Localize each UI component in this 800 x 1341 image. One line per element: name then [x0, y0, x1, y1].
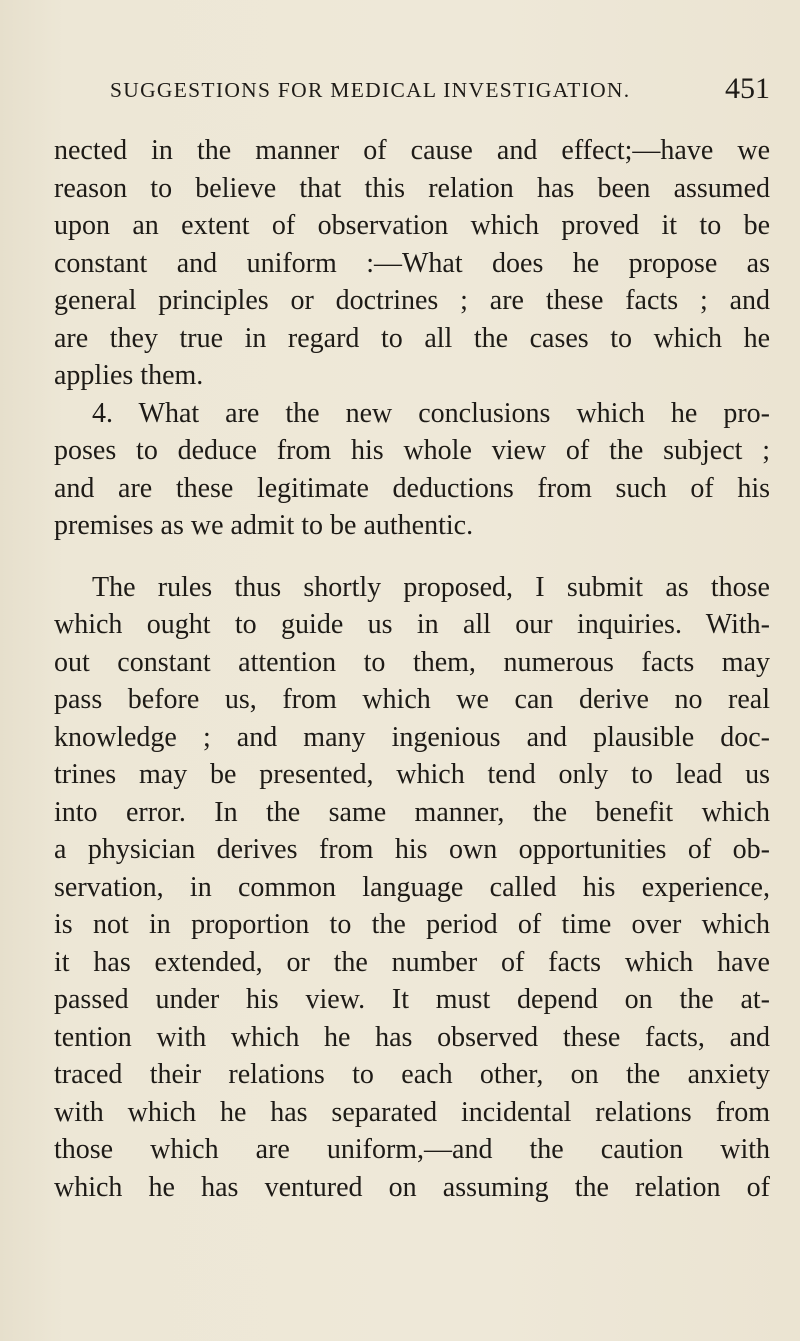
text-line: it has extended, or the number of facts which have	[54, 946, 770, 978]
text-line: premises as we admit to be authentic.	[54, 510, 474, 541]
text-line: poses to deduce from his whole view of the subject ;	[54, 435, 770, 466]
text-line: general principles or doctrines ; are these facts ; and	[54, 285, 770, 316]
running-head	[110, 72, 770, 116]
text-line: trines may be presented, which tend only to lead us	[54, 759, 770, 790]
text-line: applies them.	[54, 360, 204, 391]
text-line: pass before us, from which we can derive no real	[54, 684, 770, 715]
running-title: SUGGESTIONS FOR MEDICAL INVESTIGATION.	[110, 78, 631, 102]
text-line: and are these legitimate deductions from such of his	[54, 472, 770, 504]
text-line: tention with which he has observed these facts, and	[54, 1021, 770, 1053]
text-line: knowledge ; and many ingenious and plausible doc-	[54, 721, 770, 753]
text-line: is not in proportion to the period of time over which	[54, 909, 770, 940]
body-text	[54, 132, 770, 1206]
text-line: traced their relations to each other, on the anxiety	[54, 1059, 770, 1090]
paragraph-gap	[54, 545, 770, 569]
text-line: The rules thus shortly proposed, I submit as those	[92, 571, 770, 603]
text-line: which he has ventured on assuming the relation of	[54, 1171, 770, 1203]
text-line: out constant attention to them, numerous facts may	[54, 646, 770, 678]
paragraph-rule-4	[54, 395, 770, 545]
text-line: a physician derives from his own opportunities of ob-	[54, 834, 770, 865]
text-line: upon an extent of observation which proved it to be	[54, 210, 770, 241]
text-line: reason to believe that this relation has been assumed	[54, 172, 770, 204]
text-line: those which are uniform,—and the caution with	[54, 1134, 770, 1165]
text-line: nected in the manner of cause and effect;—have we	[54, 135, 770, 166]
text-line: which ought to guide us in all our inquiries. With-	[54, 609, 770, 640]
text-line: are they true in regard to all the cases to which he	[54, 322, 770, 354]
text-line: into error. In the same manner, the benefit which	[54, 796, 770, 828]
page-number: 451	[725, 72, 770, 105]
text-line: 4. What are the new conclusions which he pro-	[92, 397, 770, 429]
paragraph-continuation	[54, 132, 770, 395]
text-line: passed under his view. It must depend on the at-	[54, 984, 770, 1015]
text-line: servation, in common language called his experience,	[54, 871, 770, 903]
text-line: with which he has separated incidental relations from	[54, 1096, 770, 1128]
text-line: constant and uniform :—What does he propose as	[54, 247, 770, 279]
paragraph-rules-summary	[54, 569, 770, 1207]
